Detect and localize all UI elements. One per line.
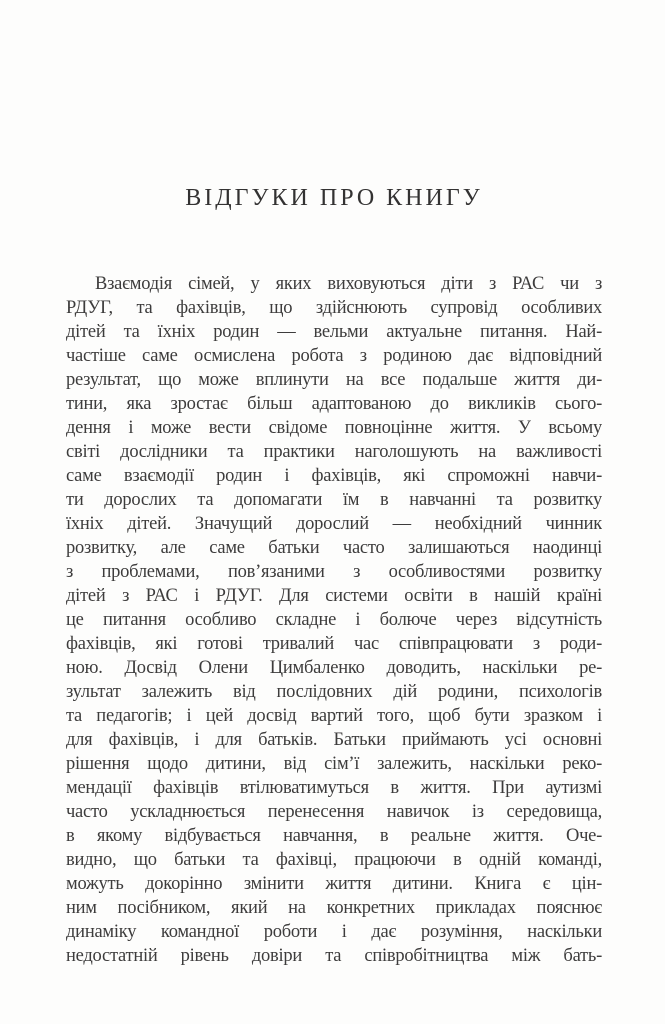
text-line: РДУГ, та фахівців, що здійснюють супровід особливих [66, 298, 602, 318]
text-line: результат, що може вплинути на все подальше життя ди- [66, 370, 602, 390]
text-line: рішення щодо дитини, від сім’ї залежить, наскільки реко- [66, 754, 602, 774]
text-line: видно, що батьки та фахівці, працюючи в одній команді, [66, 850, 602, 870]
text-line: дітей з РАС і РДУГ. Для системи освіти в нашій країні [66, 586, 602, 606]
text-line: та педагогів; і цей досвід вартий того, щоб бути зразком і [66, 706, 602, 726]
text-line: розвитку, але саме батьки часто залишаються наодинці [66, 538, 602, 558]
text-line: з проблемами, пов’язаними з особливостями розвитку [66, 562, 602, 582]
text-line: це питання особливо складне і болюче через відсутність [66, 610, 602, 630]
text-line: мендації фахівців втілюватимуться в життя. При аутизмі [66, 778, 602, 798]
text-line: в якому відбувається навчання, в реальне життя. Оче- [66, 826, 602, 846]
text-line: саме взаємодії родин і фахівців, які спроможні навчи- [66, 466, 602, 486]
text-line: динаміку командної роботи і дає розуміння, наскільки [66, 922, 602, 942]
text-line: Взаємодія сімей, у яких виховуються діти з РАС чи з [95, 274, 602, 294]
text-line: фахівців, які готові тривалий час співпрацювати з роди- [66, 634, 602, 654]
text-line: можуть докорінно змінити життя дитини. Книга є цін- [66, 874, 602, 894]
text-line: ти дорослих та допомагати їм в навчанні та розвитку [66, 490, 602, 510]
text-line: світі дослідники та практики наголошують на важливості [66, 442, 602, 462]
text-line: частіше саме осмислена робота з родиною дає відповідний [66, 346, 602, 366]
text-line: ним посібником, який на конкретних прикладах пояснює [66, 898, 602, 918]
review-paragraph [66, 272, 602, 968]
text-line: ною. Досвід Олени Цимбаленко доводить, наскільки ре- [66, 658, 602, 678]
text-line: їхніх дітей. Значущий дорослий — необхідний чинник [66, 514, 602, 534]
text-line: часто ускладнюється перенесення навичок із середовища, [66, 802, 602, 822]
text-line: для фахівців, і для батьків. Батьки приймають усі основні [66, 730, 602, 750]
text-line: зультат залежить від послідовних дій родини, психологів [66, 682, 602, 702]
text-line: дітей та їхніх родин — вельми актуальне питання. Най- [66, 322, 602, 342]
text-line: недостатній рівень довіри та співробітництва між бать- [66, 946, 602, 966]
page-title: ВІДГУКИ ПРО КНИГУ [185, 185, 483, 211]
text-line: тини, яка зростає більш адаптованою до викликів сього- [66, 394, 602, 414]
text-line: дення і може вести свідоме повноцінне життя. У всьому [66, 418, 602, 438]
